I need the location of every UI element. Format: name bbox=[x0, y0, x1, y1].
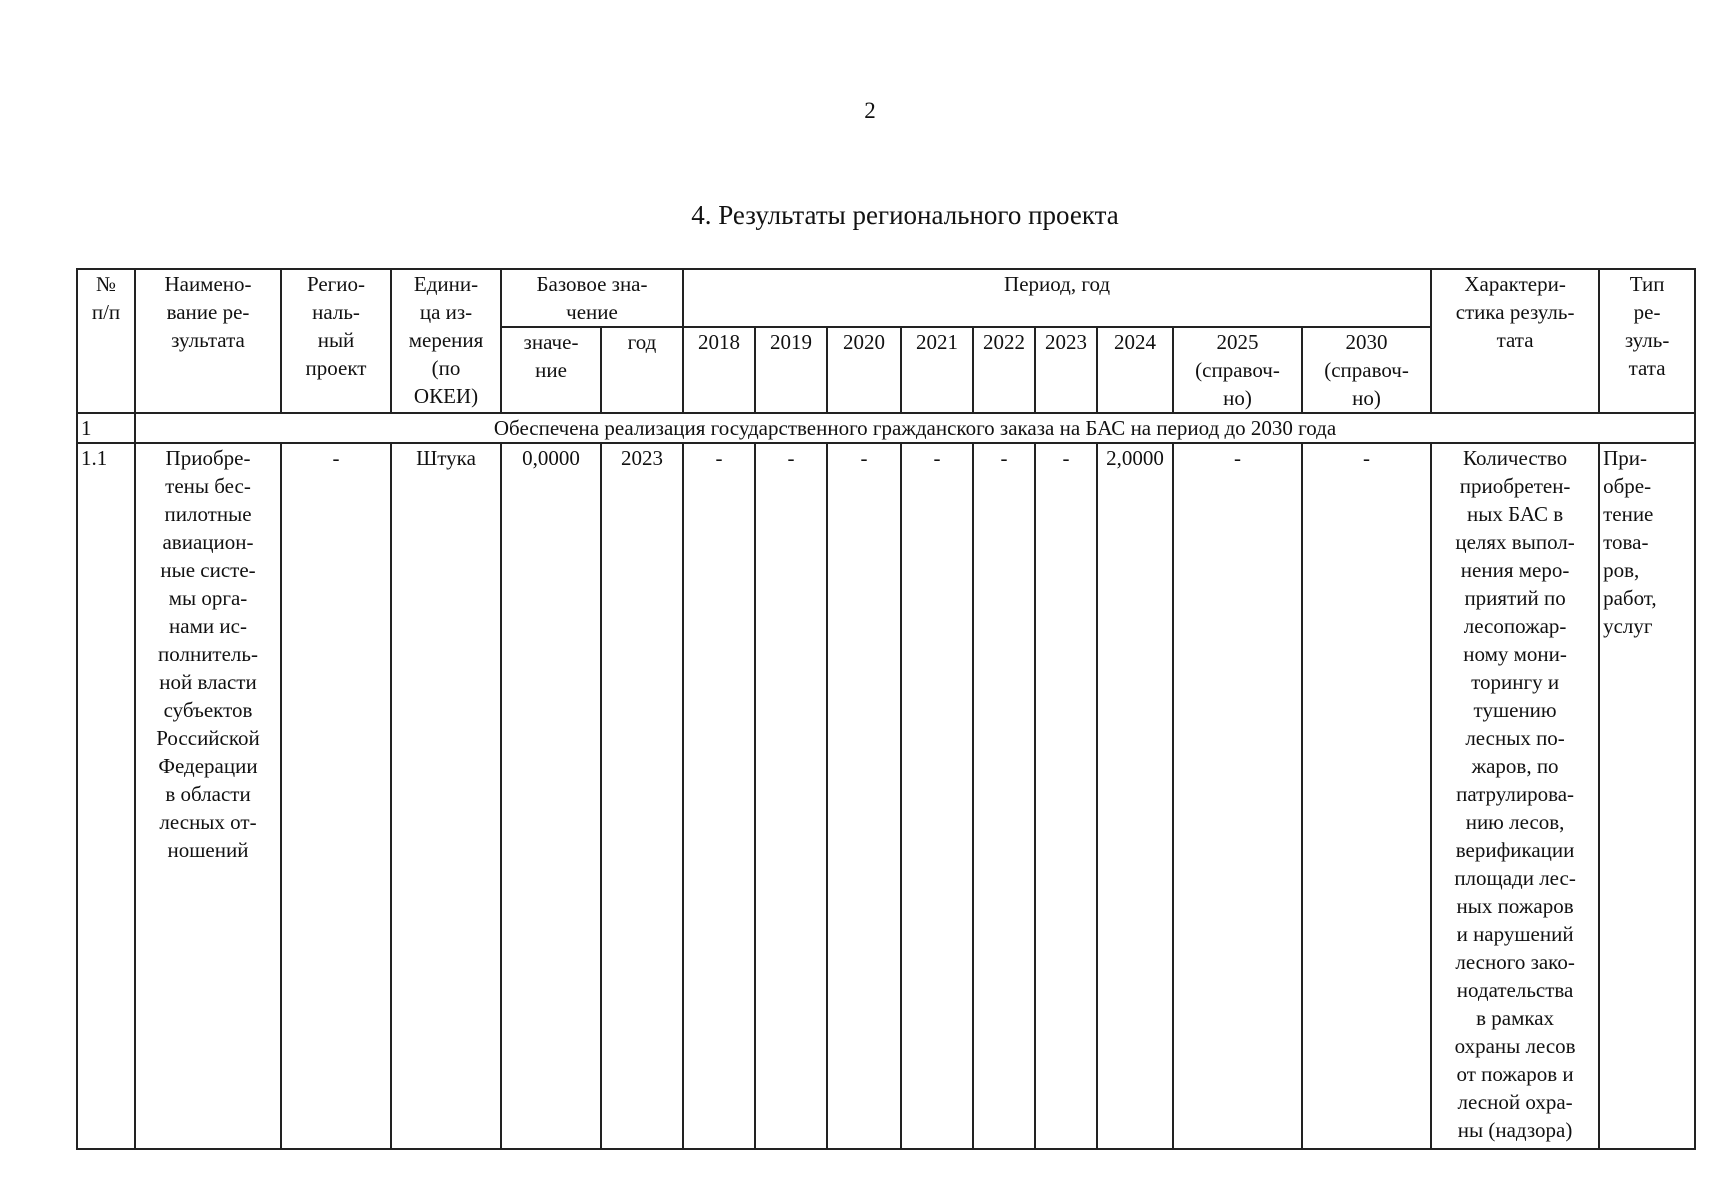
row-result-name: Приобре- тены бес- пилотные авиацион- ные систе- мы орга- нами ис- полнитель- ной власти субъектов Российской Федерации в области лесных от- ношений bbox=[135, 443, 281, 1149]
header-year-2021: 2021 bbox=[901, 327, 973, 413]
header-base-value: Базовое зна- чение bbox=[501, 269, 683, 327]
row-base-value: 0,0000 bbox=[501, 443, 601, 1149]
header-year-2030: 2030 (справоч- но) bbox=[1302, 327, 1431, 413]
header-year-2024: 2024 bbox=[1097, 327, 1173, 413]
header-year-2019: 2019 bbox=[755, 327, 827, 413]
row-value-2023: - bbox=[1035, 443, 1097, 1149]
header-regional-project: Регио- наль- ный проект bbox=[281, 269, 391, 413]
results-table bbox=[76, 268, 1696, 1150]
header-base-value-value: значе- ние bbox=[501, 327, 601, 413]
header-base-value-year: год bbox=[601, 327, 683, 413]
section-title: 4. Результаты регионального проекта bbox=[691, 200, 1119, 230]
header-period: Период, год bbox=[683, 269, 1431, 327]
row-value-2022: - bbox=[973, 443, 1035, 1149]
section-number: 1 bbox=[77, 413, 135, 443]
row-result-type: При- обре- тение това- ров, работ, услуг bbox=[1599, 443, 1695, 1149]
row-value-2019: - bbox=[755, 443, 827, 1149]
header-year-2020: 2020 bbox=[827, 327, 901, 413]
header-year-2022: 2022 bbox=[973, 327, 1035, 413]
row-unit: Штука bbox=[391, 443, 501, 1149]
row-value-2030: - bbox=[1302, 443, 1431, 1149]
row-regional-project: - bbox=[281, 443, 391, 1149]
header-result-type: Тип ре- зуль- тата bbox=[1599, 269, 1695, 413]
row-value-2021: - bbox=[901, 443, 973, 1149]
row-value-2018: - bbox=[683, 443, 755, 1149]
header-result-name: Наимено- вание ре- зультата bbox=[135, 269, 281, 413]
section-goal: Обеспечена реализация государственного гражданского заказа на БАС на период до 2030 года bbox=[135, 413, 1695, 443]
header-year-2018: 2018 bbox=[683, 327, 755, 413]
row-value-2025: - bbox=[1173, 443, 1302, 1149]
table-row bbox=[77, 443, 1695, 1149]
header-characteristic: Характери- стика резуль- тата bbox=[1431, 269, 1599, 413]
header-number: № п/п bbox=[77, 269, 135, 413]
row-base-year: 2023 bbox=[601, 443, 683, 1149]
header-unit: Едини- ца из- мерения (по ОКЕИ) bbox=[391, 269, 501, 413]
row-characteristic: Количество приобретен- ных БАС в целях выпол- нения меро- приятий по лесопожар- ному мони- торингу и тушению лесных по- жаров, по патрулирова- нию лесов, верификации площади лес- ных пожаров и нарушений лесного зако- нодательства в рамках охраны лесов от пожаров и лесной охра- ны (надзора) bbox=[1431, 443, 1599, 1149]
row-value-2024: 2,0000 bbox=[1097, 443, 1173, 1149]
page-number: 2 bbox=[864, 98, 876, 123]
header-year-2025: 2025 (справоч- но) bbox=[1173, 327, 1302, 413]
row-number: 1.1 bbox=[77, 443, 135, 1149]
row-value-2020: - bbox=[827, 443, 901, 1149]
header-year-2023: 2023 bbox=[1035, 327, 1097, 413]
